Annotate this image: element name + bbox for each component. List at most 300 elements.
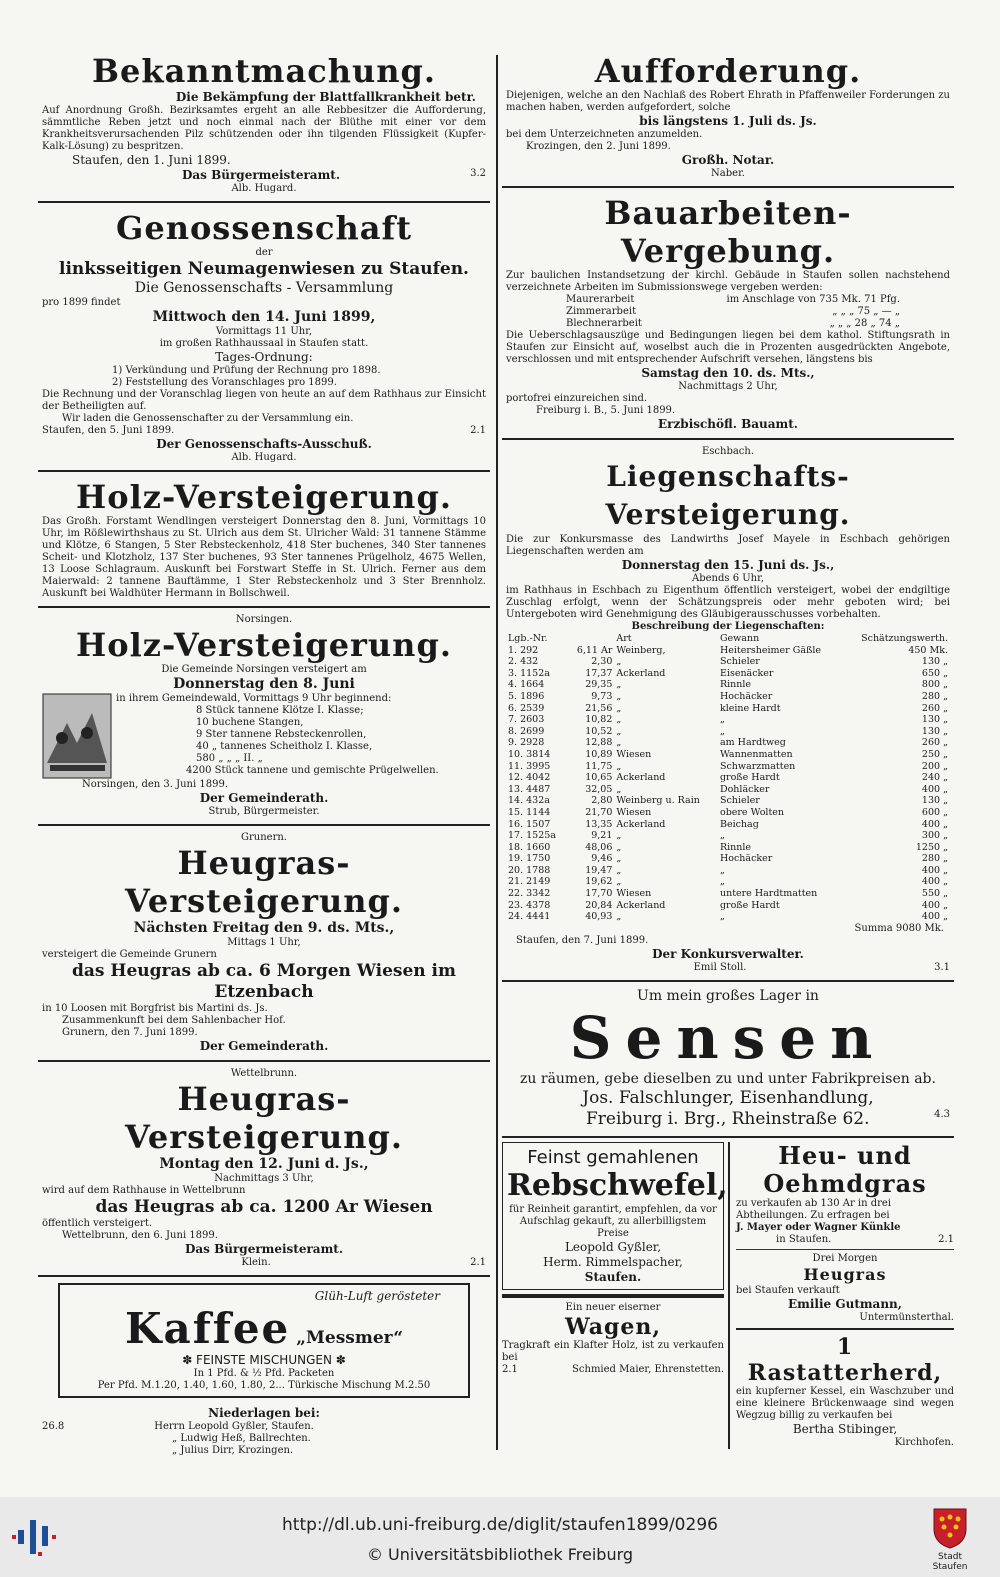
table-cell: 11. 3995 [508, 760, 551, 772]
ad-bekanntmachung [38, 50, 490, 197]
lieg-place-top: Eschbach. [701, 446, 755, 457]
table-cell: obere Wolten [719, 806, 785, 818]
bek-place: Staufen, den 1. Juni 1899. [72, 153, 231, 167]
lieg-sign: Der Konkursverwalter. [652, 946, 804, 961]
ad-bauarbeiten [502, 192, 954, 434]
small-ads-row [502, 1142, 954, 1449]
bau-w1: Maurerarbeit [566, 294, 635, 305]
table-cell: 19,47 [585, 864, 613, 876]
table-cell: Ackerland [616, 818, 666, 830]
table-cell: „ [616, 714, 622, 726]
holz2-title: Holz-Versteigerung. [76, 626, 452, 664]
table-cell: Wannenmatten [719, 748, 793, 760]
table-cell: 450 Mk. [908, 644, 948, 656]
holz1-title: Holz-Versteigerung. [76, 478, 452, 516]
heu2-ref: 2.1 [470, 1257, 486, 1268]
table-cell: 15. 1144 [508, 806, 551, 818]
table-cell: Ackerland [616, 899, 666, 911]
holz2-i3: 9 Ster tannene Rebsteckenrollen, [196, 729, 367, 740]
table-row [506, 807, 950, 819]
table-cell: 6. 2539 [508, 702, 545, 714]
auf-body: Diejenigen, welche an den Nachlaß des Robert Ehrath in Pfaffenweiler Forderungen zu machen haben, werden aufgefordert, solche [506, 90, 950, 113]
sensen-firm: Jos. Falschlunger, Eisenhandlung, [582, 1087, 874, 1108]
holz2-i1: 8 Stück tannene Klötze I. Klasse; [196, 705, 364, 716]
bau-time: Nachmittags 2 Uhr, [678, 381, 778, 392]
separator [38, 824, 490, 826]
table-cell: „ [719, 876, 725, 888]
bau-w3: Blechnerarbeit [566, 318, 642, 329]
table-cell: Wiesen [616, 888, 652, 900]
heu2-main: das Heugras ab ca. 1200 Ar Wiesen [95, 1197, 433, 1217]
holz2-place: Norsingen, den 3. Juni 1899. [82, 779, 228, 790]
table-cell: „ [616, 853, 622, 865]
holz2-i6: 4200 Stück tannene und gemischte Prügelwellen. [186, 765, 439, 776]
kaffee-n2: „ Ludwig Heß, Ballrechten. [172, 1433, 311, 1444]
holz2-i5: 580 „ „ „ II. „ [196, 753, 263, 764]
liegenschaften-table [506, 633, 950, 923]
table-row [506, 830, 950, 842]
table-cell: 300 „ [921, 830, 948, 842]
table-cell: 400 „ [921, 783, 948, 795]
table-cell: „ [719, 830, 725, 842]
holz2-date: Donnerstag den 8. Juni [173, 676, 355, 692]
bau-w3v: „ „ „ 28 „ 74 „ [829, 318, 900, 329]
table-cell: 5. 1896 [508, 690, 545, 702]
table-cell: „ [616, 864, 622, 876]
table-cell: Wiesen [616, 806, 652, 818]
heu1-l1: in 10 Loosen mit Borgfrist bis Martini ds. Js. [42, 1003, 268, 1014]
heuoehmd-place: in Staufen. [776, 1233, 832, 1245]
lieg-body: Die zur Konkursmasse des Landwirths Josef Mayele in Eschbach gehörigen Liegenschaften werden am [506, 534, 950, 557]
table-cell: „ [616, 841, 622, 853]
ad-genossenschaft [38, 207, 490, 466]
table-cell: große Hardt [719, 899, 780, 911]
table-cell: 650 „ [921, 667, 948, 679]
table-cell: 9,73 [591, 690, 613, 702]
separator [38, 470, 490, 472]
bau-porto: portofrei einzureichen sind. [506, 393, 648, 404]
table-cell: 240 „ [921, 772, 948, 784]
table-cell: Rinnle [719, 841, 752, 853]
bau-body: Zur baulichen Instandsetzung der kirchl. Gebäude in Staufen sollen nachstehend verzeichnete Arbeiten im Submissionswege vergeben werden: [506, 270, 950, 293]
sensen-ref: 4.3 [934, 1108, 950, 1120]
table-cell: 130 „ [921, 714, 948, 726]
table-cell: 130 „ [921, 795, 948, 807]
drei-place: Untermünsterthal. [859, 1311, 954, 1323]
ad-heugras-grunern [38, 830, 490, 1056]
table-cell: 13. 4487 [508, 783, 551, 795]
separator [502, 438, 954, 440]
heuoehmd-who: J. Mayer oder Wagner Künkle [736, 1221, 901, 1233]
lieg-beschr: Beschreibung der Liegenschaften: [631, 621, 825, 632]
ad-heu-oehmd [736, 1142, 954, 1246]
table-cell: Rinnle [719, 679, 752, 691]
lieg-name: Emil Stoll. [693, 961, 747, 973]
drei-body: bei Staufen verkauft [736, 1284, 840, 1296]
drei-title: Heugras [803, 1264, 887, 1284]
separator [38, 201, 490, 203]
sensen-addr: Freiburg i. Brg., Rheinstraße 62. [586, 1108, 870, 1129]
ad-heugras-wettelbrunn [38, 1066, 490, 1271]
heu2-place-top: Wettelbrunn. [230, 1068, 298, 1079]
table-cell: 800 „ [921, 679, 948, 691]
separator [38, 606, 490, 608]
kaffee-price: Per Pfd. M.1.20, 1.40, 1.60, 1.80, 2... Türkische Mischung M.2.50 [97, 1380, 431, 1391]
col-header: Gewann [719, 633, 760, 644]
gen-sign: Der Genossenschafts-Ausschuß. [156, 437, 372, 451]
gen-place: Staufen, den 5. Juni 1899. [42, 425, 175, 436]
wagen-who: Schmied Maier, Ehrenstetten. [572, 1363, 724, 1375]
table-header-row [506, 633, 950, 645]
col-header: Lgb.-Nr. [508, 633, 548, 644]
table-cell: 11,75 [585, 760, 613, 772]
bek-body: Auf Anordnung Großh. Bezirksamtes ergeht an alle Rebbesitzer die Aufforderung, sämmtliche Reben jetzt und noch einmal nach der Blüthe mit einer vor dem Krankheitsverursachenden Pilz schützenden oder ihn tilgenden Flüssigkeit (Kupfer-Kalk-Lösung) zu bespritzen. [42, 105, 486, 152]
table-cell: 10,89 [585, 748, 613, 760]
table-cell: „ [616, 702, 622, 714]
auf-sign: Großh. Notar. [681, 153, 775, 167]
gen-date: Mittwoch den 14. Juni 1899, [152, 309, 376, 325]
heu2-sign: Das Bürgermeisteramt. [185, 1242, 343, 1256]
bau-date: Samstag den 10. ds. Mts., [641, 366, 815, 380]
table-cell: Schwarzmatten [719, 760, 796, 772]
table-row [506, 691, 950, 703]
copyright-text: © Universitätsbibliothek Freiburg [366, 1545, 634, 1564]
table-row [506, 645, 950, 657]
table-cell: 4. 1664 [508, 679, 545, 691]
table-cell: 14. 432a [508, 795, 550, 807]
wagen-body: Tragkraft ein Klafter Holz, ist zu verkaufen bei [502, 1339, 724, 1363]
bek-name: Alb. Hugard. [231, 183, 297, 194]
table-row [506, 819, 950, 831]
table-cell: 6,11 Ar [576, 644, 613, 656]
table-cell: „ [719, 714, 725, 726]
col-header: Art [616, 633, 632, 644]
gen-body2: Wir laden die Genossenschafter zu der Versammlung ein. [62, 413, 354, 424]
heu2-time: Nachmittags 3 Uhr, [214, 1173, 314, 1184]
separator [502, 980, 954, 982]
kaffee-top: Glüh-Luft gerösteter [314, 1289, 440, 1303]
kaffee-title: Kaffee [124, 1304, 291, 1353]
gen-name: Alb. Hugard. [231, 452, 297, 463]
table-cell: 17. 1525a [508, 830, 556, 842]
separator [38, 1060, 490, 1062]
table-cell: Weinberg u. Rain [616, 795, 700, 807]
table-cell: am Hardtweg [719, 737, 786, 749]
lieg-body2: im Rathhaus in Eschbach zu Eigenthum öffentlich versteigert, wobei der endgiltige Zuschlag erfolgt, wenn der Schätzungspreis oder mehr geboten wird; bei Untergeboten wird Genehmigung des Gläubigerausschusses vorbehalten. [506, 585, 950, 620]
table-row [506, 911, 950, 923]
gen-der: der [255, 247, 273, 258]
table-cell: 32,05 [585, 783, 613, 795]
rast-title: 1 Rastatterherd, [747, 1333, 943, 1386]
table-cell: 280 „ [921, 853, 948, 865]
table-cell: 10,82 [585, 714, 613, 726]
gen-vers: Die Genossenschafts - Versammlung [134, 280, 394, 296]
table-row [506, 784, 950, 796]
table-cell: 40,93 [585, 911, 613, 923]
table-cell: 23. 4378 [508, 899, 551, 911]
viewer-footer [0, 1497, 1000, 1577]
ad-drei-morgen [736, 1253, 954, 1324]
heuoehmd-ref: 2.1 [938, 1233, 954, 1245]
holz2-intro: Die Gemeinde Norsingen versteigert am [161, 664, 367, 675]
table-cell: „ [719, 725, 725, 737]
sensen-top: Um mein großes Lager in [637, 987, 819, 1004]
table-cell: Beichag [719, 818, 759, 830]
heu2-date: Montag den 12. Juni d. Js., [159, 1156, 369, 1172]
table-cell: „ [616, 911, 622, 923]
holz1-body: Das Großh. Forstamt Wendlingen versteigert Donnerstag den 8. Juni, Vormittags 10 Uhr, im Rößlewirthshaus zu St. Ulrich aus dem St. Ulricher Wald: 31 tannene Stämme und Klötze, 6 Stangen, 5 Ster Rebsteckenholz, 418 Ster buchenes, 340 Ster tannenes Scheit- und Klotzholz, 137 Ster buchenes, 93 Ster tannenes Prügelholz, 4675 Wellen, 13 Loose Schlagraum. Auskunft bei Forstwart Steffe in St. Ulrich. Ferner aus dem Maierwald: 2 tannene Bauftämme, 1 Ster Rebsteckenholz und 3 Ster Brennholz. Auskunft bei Waldhüter Hermann in Bollschweil. [42, 516, 486, 599]
bau-w2v: „ „ „ 75 „ — „ [832, 306, 900, 317]
heu2-intro: wird auf dem Rathhause in Wettelbrunn [42, 1185, 246, 1196]
table-cell: 3. 1152a [508, 667, 550, 679]
reb-title: Rebschwefel, [507, 1167, 728, 1203]
staufen-logo-label: Stadt Staufen [932, 1552, 968, 1572]
table-cell: 550 „ [921, 888, 948, 900]
table-cell: 17,37 [585, 667, 613, 679]
holz2-name: Strub, Bürgermeister. [208, 806, 320, 817]
table-row [506, 865, 950, 877]
table-cell: Heitersheimer Gäßle [719, 644, 821, 656]
ad-liegenschaft [502, 444, 954, 976]
kaffee-n3: „ Julius Dirr, Krozingen. [172, 1445, 294, 1456]
table-cell: 9. 2928 [508, 737, 545, 749]
drei-name: Emilie Gutmann, [788, 1296, 902, 1311]
heu2-l1: öffentlich versteigert. [42, 1218, 153, 1229]
heu2-place: Wettelbrunn, den 6. Juni 1899. [62, 1230, 218, 1241]
table-row [506, 761, 950, 773]
table-cell: 19. 1750 [508, 853, 551, 865]
heuoehmd-title: Heu- und Oehmdgras [763, 1140, 927, 1198]
table-cell: Eisenäcker [719, 667, 774, 679]
stadt-staufen-logo [920, 1507, 980, 1572]
table-cell: 17,70 [585, 888, 613, 900]
table-cell: „ [616, 679, 622, 691]
heu1-place: Grunern, den 7. Juni 1899. [62, 1027, 198, 1038]
heu1-sign: Der Gemeinderath. [199, 1039, 329, 1053]
table-cell: 200 „ [921, 760, 948, 772]
table-cell: 1250 „ [915, 841, 948, 853]
table-cell: 250 „ [921, 748, 948, 760]
table-cell: 24. 4441 [508, 911, 551, 923]
table-cell: 130 „ [921, 656, 948, 668]
wagen-title: Wagen, [564, 1313, 662, 1340]
reb-body: für Reinheit garantirt, empfehlen, da vor Aufschlag gekauft, zu allerbilligstem Preise [509, 1203, 717, 1239]
table-cell: 21. 2149 [508, 876, 551, 888]
small-ads-left [502, 1142, 730, 1449]
gen-t1: 1) Verkündung und Prüfung der Rechnung pro 1898. [112, 365, 381, 376]
table-cell: „ [616, 760, 622, 772]
bau-title: Bauarbeiten-Vergebung. [604, 194, 852, 270]
reb-top: Feinst gemahlenen [527, 1146, 699, 1168]
separator [736, 1328, 954, 1330]
lieg-time: Abends 6 Uhr, [692, 573, 764, 584]
auf-name: Naber. [711, 168, 745, 179]
table-cell: 22. 3342 [508, 888, 551, 900]
table-cell: 20. 1788 [508, 864, 551, 876]
table-cell: „ [616, 737, 622, 749]
table-cell: 10. 3814 [508, 748, 551, 760]
separator [502, 1136, 954, 1138]
table-cell: kleine Hardt [719, 702, 781, 714]
kaffee-n1: Herrn Leopold Gyßler, Staufen. [154, 1421, 314, 1432]
table-row [506, 749, 950, 761]
table-cell: untere Hardtmatten [719, 888, 818, 900]
heu1-main: das Heugras ab ca. 6 Morgen Wiesen im Etzenbach [71, 961, 457, 1002]
table-row [506, 656, 950, 668]
kaffee-pack: In 1 Pfd. & ½ Pfd. Packeten [193, 1368, 335, 1379]
gen-tag: Tages-Ordnung: [215, 350, 313, 364]
table-cell: 600 „ [921, 806, 948, 818]
table-cell: 21,70 [585, 806, 613, 818]
table-cell: Weinberg, [616, 644, 666, 656]
bau-place: Freiburg i. B., 5. Juni 1899. [536, 405, 676, 416]
drei-top: Drei Morgen [812, 1252, 878, 1264]
table-cell: „ [719, 911, 725, 923]
bek-subtitle: Die Bekämpfung der Blattfallkrankheit betr. [175, 90, 476, 104]
table-cell: 13,35 [585, 818, 613, 830]
ad-sensen [502, 986, 954, 1132]
table-cell: 1. 292 [508, 644, 539, 656]
heuoehmd-body: zu verkaufen ab 130 Ar in drei Abtheilungen. Zu erfragen bei [736, 1197, 892, 1221]
table-row [506, 737, 950, 749]
right-column [502, 50, 954, 1449]
table-cell: 19,62 [585, 876, 613, 888]
table-row [506, 876, 950, 888]
reb-n3: Staufen. [584, 1269, 642, 1284]
table-cell: 2,30 [591, 656, 613, 668]
table-cell: 18. 1660 [508, 841, 551, 853]
table-cell: 16. 1507 [508, 818, 551, 830]
rast-place: Kirchhofen. [894, 1436, 954, 1448]
ad-holz-wendlingen [38, 476, 490, 602]
table-row [506, 772, 950, 784]
bek-title: Bekanntmachung. [91, 52, 436, 90]
heu2-title: Heugras-Versteigerung. [124, 1080, 404, 1156]
heu1-date: Nächsten Freitag den 9. ds. Mts., [133, 920, 395, 936]
bau-sign: Erzbischöfl. Bauamt. [658, 417, 798, 431]
table-cell: „ [616, 656, 622, 668]
ad-wagen [502, 1302, 724, 1376]
small-ads-right [730, 1142, 954, 1449]
sensen-title: Sensen [569, 1003, 887, 1072]
kaffee-fein: ✽ FEINSTE MISCHUNGEN ✽ [182, 1353, 346, 1367]
gen-title: Genossenschaft [116, 209, 412, 247]
table-cell: Ackerland [616, 772, 666, 784]
staufen-coat-of-arms-icon [932, 1507, 968, 1549]
bek-sign: Das Bürgermeisteramt. [182, 168, 340, 182]
heu1-title: Heugras-Versteigerung. [124, 844, 404, 920]
table-cell: 7. 2603 [508, 714, 545, 726]
gen-ref: 2.1 [470, 425, 486, 436]
table-cell: 21,56 [585, 702, 613, 714]
bau-w2: Zimmerarbeit [566, 306, 637, 317]
table-cell: „ [719, 864, 725, 876]
table-row [506, 888, 950, 900]
table-cell: 8. 2699 [508, 725, 545, 737]
col-header: Schätzungswerth. [861, 633, 948, 644]
holz2-i4: 40 „ tannenes Scheitholz I. Klasse, [196, 741, 373, 752]
holz2-sign: Der Gemeinderath. [199, 791, 329, 805]
separator [38, 1275, 490, 1277]
table-cell: Schieler [719, 795, 760, 807]
table-row [506, 714, 950, 726]
table-cell: „ [616, 830, 622, 842]
table-cell: 130 „ [921, 725, 948, 737]
ad-holz-norsingen [38, 612, 490, 820]
lieg-ref: 3.1 [934, 961, 950, 973]
lieg-summa: Summa 9080 Mk. [854, 922, 944, 934]
table-cell: 2. 432 [508, 656, 539, 668]
wagen-ref: 2.1 [502, 1363, 518, 1375]
table-cell: 260 „ [921, 737, 948, 749]
ad-rebschwefel [502, 1142, 728, 1290]
table-cell: 400 „ [921, 864, 948, 876]
gen-time: Vormittags 11 Uhr, [215, 326, 313, 337]
gen-sub: linksseitigen Neumagenwiesen zu Staufen. [59, 259, 469, 279]
heu1-place-top: Grunern. [241, 832, 287, 843]
table-cell: Schieler [719, 656, 760, 668]
table-cell: große Hardt [719, 772, 780, 784]
holz2-place-top: Norsingen. [235, 614, 293, 625]
lieg-title: Liegenschafts-Versteigerung. [605, 460, 851, 531]
table-cell: 12. 4042 [508, 772, 551, 784]
heu1-time: Mittags 1 Uhr, [227, 937, 301, 948]
table-cell: 12,88 [585, 737, 613, 749]
col-header [568, 633, 615, 645]
table-cell: 400 „ [921, 876, 948, 888]
auf-title: Aufforderung. [594, 52, 862, 90]
holz2-i2: 10 buchene Stangen, [196, 717, 304, 728]
lieg-date: Donnerstag den 15. Juni ds. Js., [621, 558, 835, 572]
table-cell: 10,65 [585, 772, 613, 784]
ad-kaffee [58, 1283, 470, 1398]
table-row [506, 726, 950, 738]
gen-t2: 2) Feststellung des Voranschlages pro 1899. [112, 377, 337, 388]
table-cell: 9,46 [591, 853, 613, 865]
ad-rastatterherd [736, 1334, 954, 1449]
separator [502, 1294, 724, 1298]
table-cell: 48,06 [585, 841, 613, 853]
wagen-top: Ein neuer eiserner [565, 1301, 661, 1313]
heu1-l2: Zusammenkunft bei dem Sahlenbacher Hof. [62, 1015, 286, 1026]
table-row [506, 668, 950, 680]
table-cell: 9,21 [591, 830, 613, 842]
table-cell: 280 „ [921, 690, 948, 702]
table-row [506, 679, 950, 691]
rast-name: Bertha Stibinger, [792, 1421, 898, 1436]
column-divider [496, 55, 498, 1450]
table-row [506, 853, 950, 865]
table-row [506, 842, 950, 854]
table-cell: 400 „ [921, 818, 948, 830]
table-cell: 29,35 [585, 679, 613, 691]
table-cell: „ [616, 725, 622, 737]
reb-n2: Herm. Rimmelspacher, [543, 1254, 683, 1269]
auf-body2: bei dem Unterzeichneten anzumelden. [506, 129, 703, 140]
kaffee-ref: 26.8 [42, 1421, 65, 1432]
table-cell: 260 „ [921, 702, 948, 714]
heu1-intro: versteigert die Gemeinde Grunern [42, 949, 217, 960]
woodcut-illustration [42, 693, 112, 779]
table-row [506, 795, 950, 807]
table-cell: Hochäcker [719, 690, 773, 702]
sensen-body: zu räumen, gebe dieselben zu und unter Fabrikpreisen ab. [520, 1070, 936, 1087]
auf-place: Krozingen, den 2. Juni 1899. [526, 141, 671, 152]
document-url-link[interactable]: http://dl.ub.uni-freiburg.de/diglit/staufen1899/0296 [282, 1515, 718, 1535]
bau-body2: Die Ueberschlagsauszüge und Bedingungen liegen bei dem kathol. Stiftungsrath in Staufen zur Einsicht auf, woselbst auch die in Prozenten ausgedrückten Angebote, verschlossen und mit entsprechender Aufschrift versehen, längstens bis [506, 330, 950, 365]
separator [502, 186, 954, 188]
table-cell: Ackerland [616, 667, 666, 679]
